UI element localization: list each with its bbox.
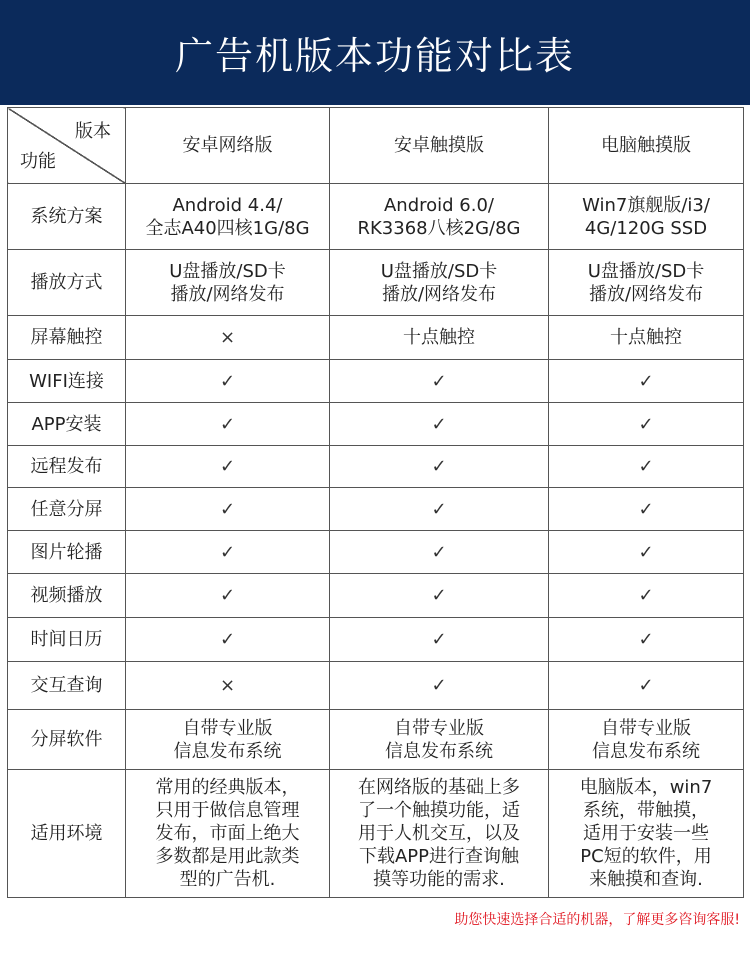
check-mark-icon: ✓ <box>330 403 549 446</box>
check-mark-icon: ✓ <box>549 662 744 710</box>
check-mark-icon: ✓ <box>330 618 549 662</box>
row-label: 屏幕触控 <box>8 316 126 360</box>
table-row <box>8 662 744 710</box>
corner-version-label: 版本 <box>75 121 111 142</box>
row-label: 分屏软件 <box>8 710 126 770</box>
version-header-android-touch: 安卓触摸版 <box>330 108 549 184</box>
cell-value: U盘播放/SD卡 播放/网络发布 <box>549 250 744 316</box>
row-label: 任意分屏 <box>8 488 126 531</box>
check-mark-icon: ✓ <box>549 488 744 531</box>
cell-value: 电脑版本，win7 系统，带触摸， 适用于安装一些 PC短的软件，用 来触摸和查询. <box>549 770 744 898</box>
table-header-row <box>8 108 744 184</box>
table-row <box>8 488 744 531</box>
cell-value: Win7旗舰版/i3/ 4G/120G SSD <box>549 184 744 250</box>
check-mark-icon: ✓ <box>549 574 744 618</box>
check-mark-icon: ✓ <box>126 618 330 662</box>
cross-mark-icon: × <box>126 316 330 360</box>
row-label: APP安装 <box>8 403 126 446</box>
cell-value: 十点触控 <box>330 316 549 360</box>
table-row <box>8 574 744 618</box>
version-header-android-network: 安卓网络版 <box>126 108 330 184</box>
comparison-table <box>7 107 744 898</box>
corner-feature-label: 功能 <box>20 151 56 172</box>
check-mark-icon: ✓ <box>549 360 744 403</box>
row-label: WIFI连接 <box>8 360 126 403</box>
page-title: 广告机版本功能对比表 <box>174 34 575 78</box>
table-row <box>8 403 744 446</box>
check-mark-icon: ✓ <box>126 488 330 531</box>
row-label: 时间日历 <box>8 618 126 662</box>
table-row <box>8 618 744 662</box>
title-banner <box>0 0 750 105</box>
check-mark-icon: ✓ <box>330 446 549 488</box>
comparison-table-container <box>7 107 743 898</box>
check-mark-icon: ✓ <box>330 574 549 618</box>
table-row <box>8 770 744 898</box>
cell-value: U盘播放/SD卡 播放/网络发布 <box>330 250 549 316</box>
cell-value: 常用的经典版本， 只用于做信息管理 发布，市面上绝大 多数都是用此款类 型的广告机. <box>126 770 330 898</box>
check-mark-icon: ✓ <box>126 403 330 446</box>
table-row <box>8 360 744 403</box>
check-mark-icon: ✓ <box>126 360 330 403</box>
row-label: 视频播放 <box>8 574 126 618</box>
cell-value: 在网络版的基础上多 了一个触摸功能，适 用于人机交互，以及 下载APP进行查询触 摸等功能的需求. <box>330 770 549 898</box>
table-row <box>8 184 744 250</box>
row-label: 远程发布 <box>8 446 126 488</box>
check-mark-icon: ✓ <box>126 531 330 574</box>
table-row <box>8 446 744 488</box>
cell-value: 自带专业版 信息发布系统 <box>330 710 549 770</box>
table-row <box>8 710 744 770</box>
check-mark-icon: ✓ <box>330 531 549 574</box>
check-mark-icon: ✓ <box>126 574 330 618</box>
cell-value: U盘播放/SD卡 播放/网络发布 <box>126 250 330 316</box>
check-mark-icon: ✓ <box>330 488 549 531</box>
row-label: 图片轮播 <box>8 531 126 574</box>
check-mark-icon: ✓ <box>549 531 744 574</box>
row-label: 系统方案 <box>8 184 126 250</box>
row-label: 播放方式 <box>8 250 126 316</box>
check-mark-icon: ✓ <box>126 446 330 488</box>
check-mark-icon: ✓ <box>549 618 744 662</box>
cell-value: Android 6.0/ RK3368八核2G/8G <box>330 184 549 250</box>
check-mark-icon: ✓ <box>549 446 744 488</box>
check-mark-icon: ✓ <box>330 662 549 710</box>
row-label: 适用环境 <box>8 770 126 898</box>
table-row <box>8 316 744 360</box>
check-mark-icon: ✓ <box>549 403 744 446</box>
cell-value: Android 4.4/ 全志A40四核1G/8G <box>126 184 330 250</box>
table-row <box>8 531 744 574</box>
table-row <box>8 250 744 316</box>
cell-value: 自带专业版 信息发布系统 <box>126 710 330 770</box>
check-mark-icon: ✓ <box>330 360 549 403</box>
cell-value: 自带专业版 信息发布系统 <box>549 710 744 770</box>
cross-mark-icon: × <box>126 662 330 710</box>
corner-header-cell <box>8 108 126 184</box>
row-label: 交互查询 <box>8 662 126 710</box>
version-header-pc-touch: 电脑触摸版 <box>549 108 744 184</box>
cell-value: 十点触控 <box>549 316 744 360</box>
footer-note: 助您快速选择合适的机器，了解更多咨询客服! <box>454 912 740 928</box>
